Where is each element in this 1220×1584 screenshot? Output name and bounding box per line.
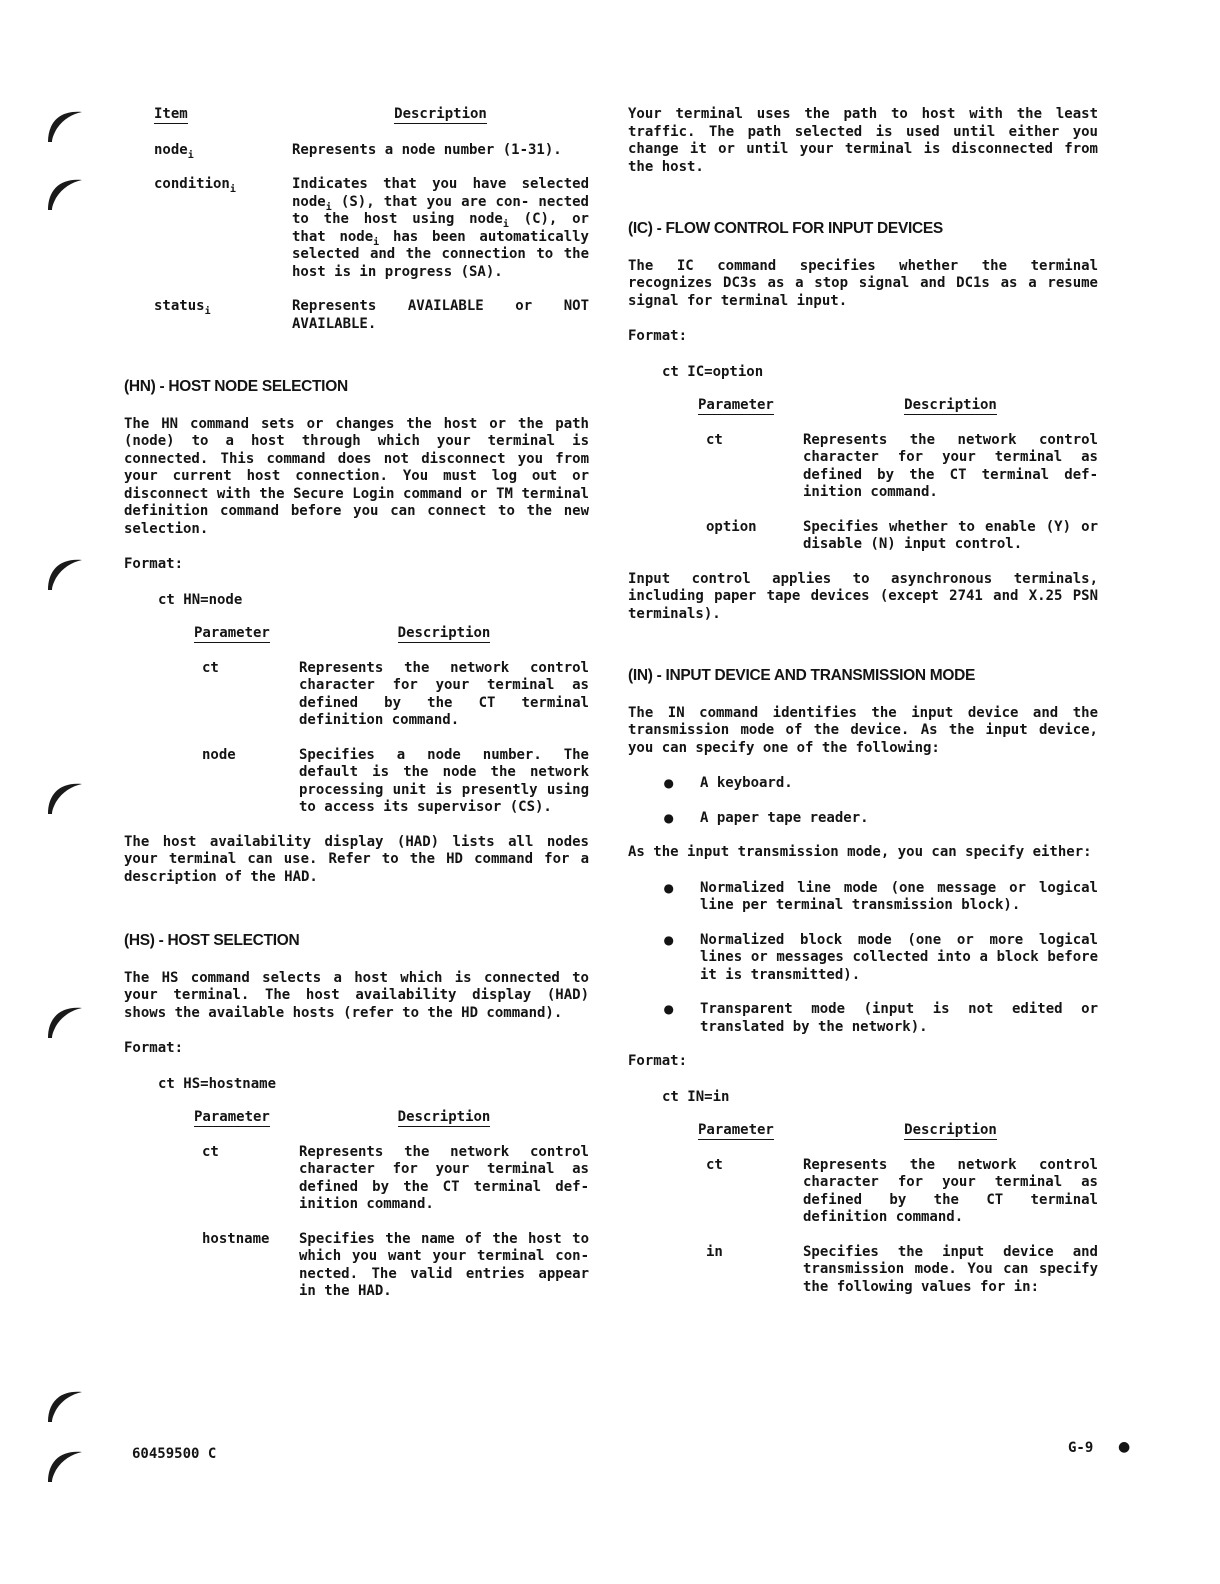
parameter-row xyxy=(194,660,589,730)
parameter-row xyxy=(698,519,1098,554)
section-heading: (HN) - HOST NODE SELECTION xyxy=(124,378,348,395)
binder-hole-mark xyxy=(44,776,88,816)
bullet-icon: ● xyxy=(663,880,674,895)
bullet-icon: ● xyxy=(663,932,674,947)
parameter-header: Parameter xyxy=(194,1109,270,1125)
item-subscript: i xyxy=(204,305,211,317)
item-table xyxy=(154,106,589,333)
document-number: 60459500 C xyxy=(132,1446,217,1462)
page-number: G-9 xyxy=(1068,1440,1094,1456)
section-hs xyxy=(124,932,589,1301)
parameter-table xyxy=(698,1122,1098,1296)
format-command: ct HS=hostname xyxy=(158,1075,277,1092)
parameter-description: Represents the network control character for your terminal as defined by the CT terminal definition command. xyxy=(299,659,589,728)
format-command: ct IN=in xyxy=(662,1088,730,1105)
parameter-row xyxy=(698,1244,1098,1297)
parameter-header: Parameter xyxy=(194,625,270,641)
item-description: Represents AVAILABLE or NOT AVAILABLE. xyxy=(292,298,589,332)
item-name: status xyxy=(154,298,205,314)
binder-hole-mark xyxy=(44,552,88,592)
mode-list xyxy=(628,880,1098,1037)
section-ic xyxy=(628,220,1098,623)
item-description: Represents a node number (1-31). xyxy=(292,141,562,158)
parameter-description: Specifies the input device and transmission mode. You can specify the following values for in: xyxy=(803,1243,1098,1295)
parameter-table xyxy=(698,397,1098,554)
item-row-status xyxy=(154,298,589,333)
item-subscript: i xyxy=(229,183,236,195)
parameter-header: Parameter xyxy=(698,397,774,413)
paragraph: Input control applies to asynchronous terminals, including paper tape devices (except 2741 and X.25 PSN terminals). xyxy=(628,570,1098,622)
parameter-row xyxy=(194,1231,589,1301)
item-table-header xyxy=(154,106,589,124)
format-label: Format: xyxy=(124,556,184,572)
page-bullet-icon: ● xyxy=(1118,1439,1131,1455)
parameter-name: hostname xyxy=(202,1230,270,1247)
description-header: Description xyxy=(904,1122,997,1138)
bullet-icon: ● xyxy=(663,1002,674,1016)
parameter-row xyxy=(698,432,1098,502)
description-header: Description xyxy=(394,106,487,122)
list-item: ● A keyboard. xyxy=(628,775,1098,793)
parameter-description: Represents the network control character for your terminal as defined by the CT terminal def- inition command. xyxy=(299,1143,589,1212)
right-column xyxy=(628,106,1098,1313)
item-name: node xyxy=(154,141,188,158)
parameter-row xyxy=(698,1157,1098,1227)
item-description: Indicates that you have selected node$_i$ (S), that you are con- nected to the host using node$_i$ (C), or that node$_i$ has been automatically selected and the connection to the host is in progress (SA). xyxy=(292,176,589,280)
bullet-icon: ● xyxy=(663,810,674,825)
paragraph: The HN command sets or changes the host or the path (node) to a host through which your terminal is connected. This command does not disconnect you from your current host connection. You must log out or disconnect with the Secure Login command or TM terminal definition command before you can connect to the new selection. xyxy=(124,415,589,537)
format-command: ct HN=node xyxy=(158,591,243,608)
section-heading: (HS) - HOST SELECTION xyxy=(124,932,300,949)
left-column xyxy=(124,106,589,1318)
parameter-name: ct xyxy=(202,1143,219,1160)
section-hn xyxy=(124,378,589,886)
parameter-name: ct xyxy=(706,1156,723,1173)
format-label: Format: xyxy=(628,1053,688,1069)
description-header: Description xyxy=(397,625,491,641)
paragraph: The HS command selects a host which is connected to your terminal. The host availability display (HAD) shows the available hosts (refer to the HD command). xyxy=(124,969,589,1021)
parameter-name: ct xyxy=(706,431,723,448)
item-name: condition xyxy=(154,176,230,192)
format-label: Format: xyxy=(628,328,688,344)
device-list xyxy=(628,775,1098,827)
item-row-node xyxy=(154,142,589,160)
list-item: ● Normalized line mode (one message or logical line per terminal transmission block). xyxy=(628,880,1098,915)
description-header: Description xyxy=(904,397,997,413)
parameter-name: ct xyxy=(202,659,219,676)
binder-hole-mark xyxy=(44,1000,88,1040)
list-item: ● Transparent mode (input is not edited or translated by the network). xyxy=(628,1001,1098,1036)
parameter-description: Specifies a node number. The default is the node the network processing unit is presently using to access its supervisor (CS). xyxy=(299,746,589,815)
description-header: Description xyxy=(397,1109,491,1125)
list-item: ● Normalized block mode (one or more logical lines or messages collected into a block before it is transmitted). xyxy=(628,932,1098,985)
section-heading: (IN) - INPUT DEVICE AND TRANSMISSION MODE xyxy=(628,667,976,684)
parameter-table xyxy=(194,625,589,817)
bullet-icon: ● xyxy=(663,776,674,790)
paragraph: The host availability display (HAD) lists all nodes your terminal can use. Refer to the HD command for a description of the HAD. xyxy=(124,833,589,885)
binder-hole-mark xyxy=(44,172,88,212)
parameter-name: in xyxy=(706,1243,723,1260)
format-command: ct IC=option xyxy=(662,363,764,380)
section-heading: (IC) - FLOW CONTROL FOR INPUT DEVICES xyxy=(628,220,943,237)
item-subscript: i xyxy=(187,149,194,161)
parameter-row xyxy=(194,1144,589,1214)
section-in xyxy=(628,667,1098,1296)
item-header: Item xyxy=(154,106,188,122)
paragraph: As the input transmission mode, you can specify either: xyxy=(628,844,1092,860)
parameter-description: Represents the network control character for your terminal as defined by the CT terminal def- inition command. xyxy=(803,431,1098,500)
format-label: Format: xyxy=(124,1040,184,1056)
paragraph: The IN command identifies the input device and the transmission mode of the device. As the input device, you can specify one of the following: xyxy=(628,704,1098,756)
parameter-description: Represents the network control character for your terminal as defined by the CT terminal definition command. xyxy=(803,1156,1098,1225)
binder-hole-mark xyxy=(44,1384,88,1424)
parameter-row xyxy=(194,747,589,817)
parameter-header: Parameter xyxy=(698,1122,774,1138)
parameter-table xyxy=(194,1109,589,1301)
parameter-name: option xyxy=(706,518,757,535)
parameter-name: node xyxy=(202,746,236,763)
list-item: ● A paper tape reader. xyxy=(628,810,1098,828)
parameter-description: Specifies the name of the host to which you want your terminal con- nected. The valid entries appear in the HAD. xyxy=(299,1230,589,1299)
binder-hole-mark xyxy=(44,104,88,144)
binder-hole-mark xyxy=(44,1444,88,1484)
paragraph: Your terminal uses the path to host with the least traffic. The path selected is used until either you change it or until your terminal is disconnected from the host. xyxy=(628,106,1098,175)
parameter-description: Specifies whether to enable (Y) or disable (N) input control. xyxy=(803,518,1098,552)
item-row-condition xyxy=(154,176,589,281)
paragraph: The IC command specifies whether the terminal recognizes DC3s as a stop signal and DC1s as a resume signal for terminal input. xyxy=(628,257,1098,309)
